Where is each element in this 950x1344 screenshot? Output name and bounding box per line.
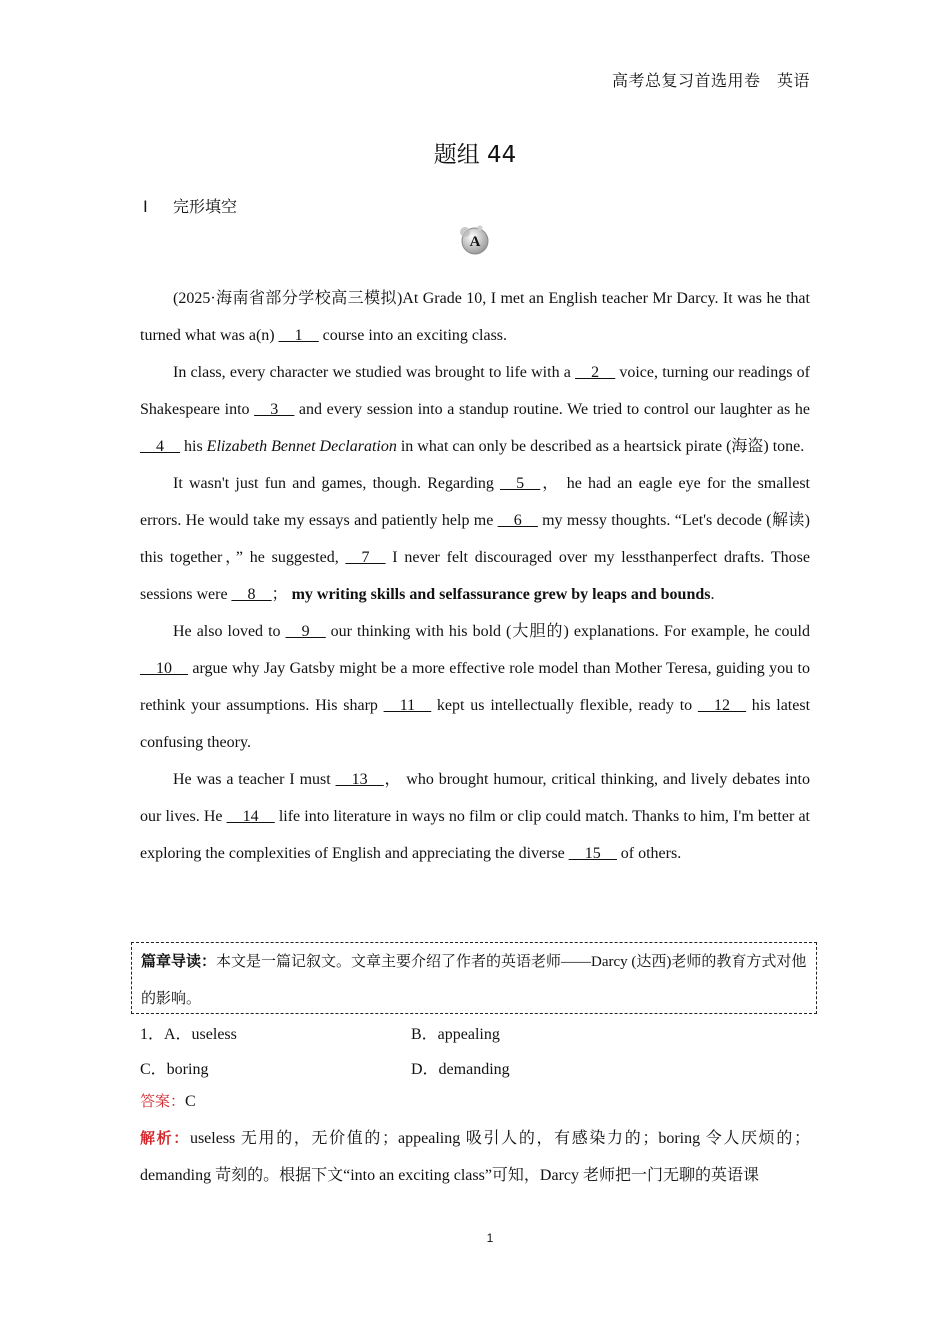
guide-text: 本文是一篇记叙文。文章主要介绍了作者的英语老师——Darcy (达西)老师的教育方式对他的影响。 — [141, 954, 807, 1007]
section-heading — [143, 194, 237, 217]
blank-13[interactable]: __13__ — [335, 771, 384, 788]
paragraph-2: In class, every character we studied was brought to life with a __2__ voice, turning our readings of Shakespeare into __3__ and every session into a standup routine. We tried to control our laughter as he __4__ his Elizabeth Bennet Declaration in what can only be described as a heartsick pirate (海盗) tone. — [140, 364, 810, 455]
blank-8[interactable]: __8__ — [231, 586, 272, 603]
answer-label: 答案： — [140, 1092, 186, 1110]
option-b[interactable]: B．appealing — [411, 1026, 500, 1043]
blank-6[interactable]: __6__ — [497, 512, 538, 529]
guide-label: 篇章导读： — [141, 952, 217, 970]
paragraph-4: He also loved to __9__ our thinking with his bold (大胆的) explanations. For example, he could __10__ argue why Jay Gatsby might be a more effective role model than Mother Teresa, guiding you to rethink your assumptions. His sharp __11__ kept us intellectually flexible, ready to __12__ his latest confusing theory. — [140, 623, 811, 751]
passage-guide-box — [131, 942, 817, 1014]
option-c[interactable]: C．boring — [140, 1061, 209, 1078]
option-a[interactable]: A．useless — [164, 1026, 237, 1043]
passage-a-badge-icon — [458, 224, 490, 256]
cloze-passage — [140, 280, 810, 872]
question-1-number: 1． — [140, 1026, 165, 1043]
blank-1[interactable]: __1__ — [278, 327, 319, 344]
blank-7[interactable]: __7__ — [345, 549, 386, 566]
analysis-text: useless 无用的，无价值的；appealing 吸引人的，有感染力的；boring 令人厌烦的；demanding 苛刻的。根据下文“into an exciting class”可知，Darcy 老师把一门无聊的英语课 — [140, 1130, 810, 1184]
page-number: 1 — [486, 1231, 494, 1245]
paragraph-1: (2025·海南省部分学校高三模拟)At Grade 10, I met an English teacher Mr Darcy. It was he that turned what was a(n) __1__ course into an exciting class. — [140, 290, 810, 344]
blank-15[interactable]: __15__ — [568, 845, 617, 862]
analysis-block — [140, 1120, 810, 1194]
answer-line — [140, 1090, 196, 1111]
blank-10[interactable]: __10__ — [140, 660, 188, 677]
blank-2[interactable]: __2__ — [575, 364, 616, 381]
answer-value: C — [185, 1093, 196, 1110]
badge-letter: A — [469, 234, 481, 250]
analysis-label: 解析： — [140, 1129, 190, 1147]
paragraph-3: It wasn't just fun and games, though. Regarding __5__， he had an eagle eye for the smallest errors. He would take my essays and patiently help me __6__ my messy thoughts. “Let's decode (解读) this together，” he suggested, __7__ I never felt discouraged over my lessthanperfect drafts. Those sessions were __8__； my writing skills and selfassurance grew by leaps and bounds. — [140, 475, 811, 603]
blank-4[interactable]: __4__ — [140, 438, 180, 455]
paragraph-5: He was a teacher I must __13__， who brought humour, critical thinking, and lively debates into our lives. He __14__ life into literature in ways no film or clip could match. Thanks to him, I'm better at exploring the complexities of English and appreciating the diverse __15__ of others. — [140, 771, 811, 862]
section-number: Ⅰ — [143, 199, 148, 216]
blank-12[interactable]: __12__ — [697, 697, 746, 714]
blank-11[interactable]: __11__ — [383, 697, 432, 714]
book-header: 高考总复习首选用卷 英语 — [611, 73, 810, 90]
blank-3[interactable]: __3__ — [254, 401, 295, 418]
blank-5[interactable]: __5__ — [500, 475, 541, 492]
option-d[interactable]: D．demanding — [411, 1061, 510, 1078]
blank-9[interactable]: __9__ — [285, 623, 326, 640]
section-label: 完形填空 — [173, 197, 238, 216]
blank-14[interactable]: __14__ — [226, 808, 275, 825]
page-title: 题组 44 — [433, 142, 517, 168]
